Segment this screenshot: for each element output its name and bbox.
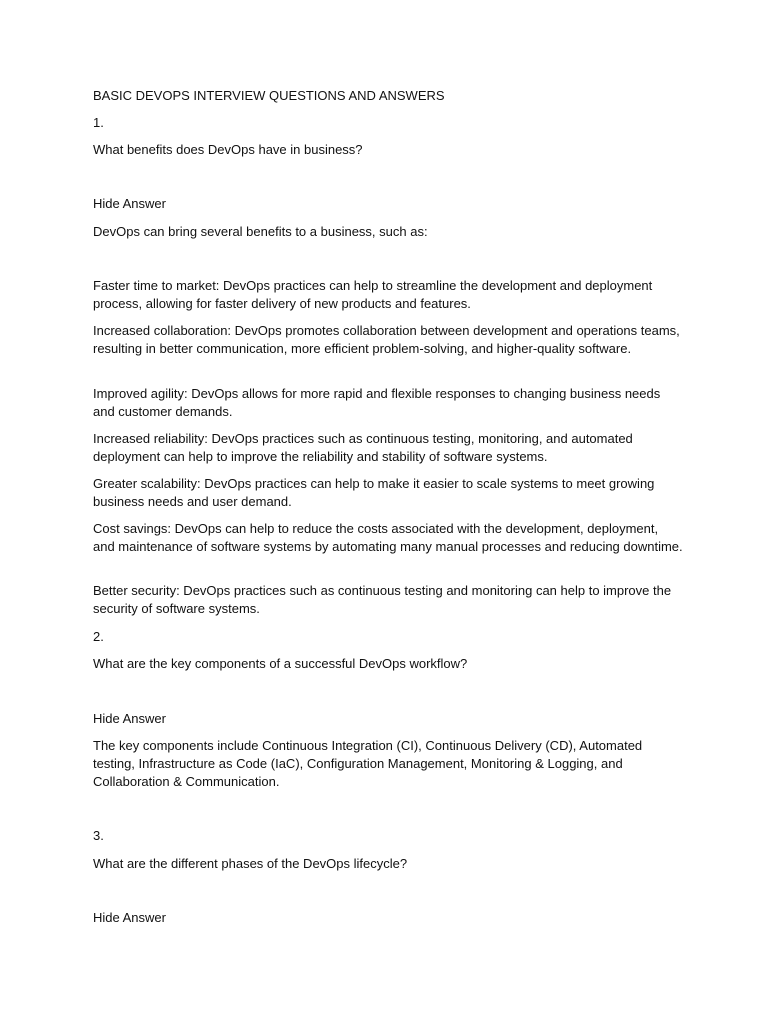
benefit-item: Better security: DevOps practices such as continuous testing and monitoring can help to improve the security of software systems.: [93, 583, 672, 616]
benefit-item: Increased reliability: DevOps practices such as continuous testing, monitoring, and automated deployment can help to improve the reliability and stability of software systems.: [93, 431, 633, 464]
question-1-number: 1.: [93, 115, 104, 130]
document-title: BASIC DEVOPS INTERVIEW QUESTIONS AND ANSWERS: [93, 88, 445, 103]
question-3-hide-answer[interactable]: Hide Answer: [93, 910, 166, 925]
question-1-text: What benefits does DevOps have in business?: [93, 142, 363, 157]
benefit-item: Cost savings: DevOps can help to reduce the costs associated with the development, deployment, and maintenance of software systems by automating many manual processes and reducing downtime.: [93, 521, 683, 554]
question-1-answer-intro: DevOps can bring several benefits to a business, such as:: [93, 224, 428, 239]
question-2-text: What are the key components of a successful DevOps workflow?: [93, 656, 468, 671]
question-3-text: What are the different phases of the DevOps lifecycle?: [93, 856, 408, 871]
question-3-number: 3.: [93, 828, 104, 843]
benefit-item: Greater scalability: DevOps practices can help to make it easier to scale systems to meet growing business needs and user demand.: [93, 476, 655, 509]
question-1-hide-answer[interactable]: Hide Answer: [93, 196, 166, 211]
benefit-item: Faster time to market: DevOps practices can help to streamline the development and deployment process, allowing for faster delivery of new products and features.: [93, 278, 653, 311]
question-2-answer: The key components include Continuous Integration (CI), Continuous Delivery (CD), Automated testing, Infrastructure as Code (IaC), Configuration Management, Monitoring & Logging, and Collaboration & Communication.: [93, 738, 643, 789]
benefit-item: Increased collaboration: DevOps promotes collaboration between development and operations teams, resulting in better communication, more efficient problem-solving, and higher-quality software.: [93, 323, 680, 356]
question-2-hide-answer[interactable]: Hide Answer: [93, 711, 166, 726]
question-2-number: 2.: [93, 629, 104, 644]
benefit-item: Improved agility: DevOps allows for more rapid and flexible responses to changing business needs and customer demands.: [93, 386, 661, 419]
